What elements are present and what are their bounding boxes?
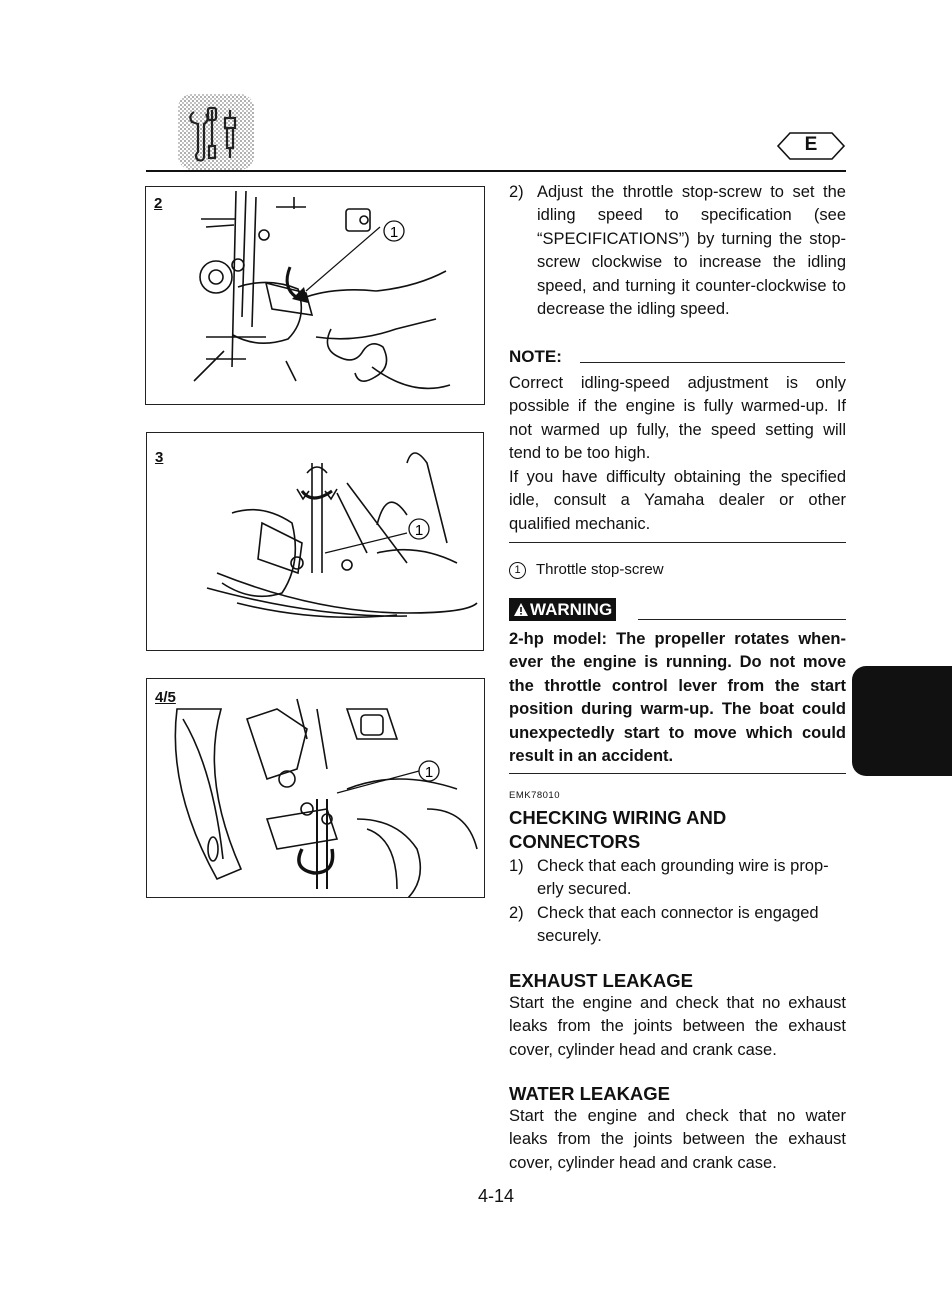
page-number: 4-14 <box>478 1186 515 1206</box>
warning-label: WARNING <box>530 600 613 619</box>
note-end-rule <box>509 542 846 543</box>
warning-triangle-icon <box>513 600 529 623</box>
figure-4-5 <box>146 678 485 898</box>
step-number: 2) <box>509 904 524 922</box>
warning-end-rule <box>509 773 846 774</box>
warning-heading-rule <box>638 619 846 620</box>
step-number: 1) <box>509 857 524 875</box>
note-paragraph-2: If you have difficulty obtaining the specified idle, consult a Yamaha dealer or other qualified mechanic. <box>509 468 846 533</box>
step-text: Check that each connector is engaged securely. <box>537 904 819 946</box>
water-text: Start the engine and check that no water leaks from the joints between the exhaust cover, cylinder head and crank case. <box>509 1107 846 1172</box>
wiring-step-1 <box>509 855 846 903</box>
note-paragraph-1: Correct idling-speed adjustment is only possible if the engine is fully warmed-up. If not warmed up fully, the speed setting will tend to be too high. <box>509 374 846 463</box>
section-tab <box>852 666 952 776</box>
legend-number-circle <box>509 562 526 579</box>
figure-3-illustration <box>147 433 484 651</box>
figure-3 <box>146 432 484 651</box>
tools-icon <box>172 92 260 172</box>
step-adjust-throttle <box>509 181 846 321</box>
wiring-step-2 <box>509 902 846 950</box>
header-rule <box>146 170 846 172</box>
warning-text: 2-hp model: The propeller rotates when-ever the engine is running. Do not move the throttle control lever from the start position during warm-up. The boat could unexpectedly start to move which could result in an accident. <box>509 630 846 766</box>
exhaust-text: Start the engine and check that no exhaust leaks from the joints between the exhaust cover, cylinder head and crank case. <box>509 994 846 1059</box>
warning-badge <box>509 598 616 621</box>
wiring-heading: CHECKING WIRING AND CONNECTORS <box>509 807 727 852</box>
legend-text: Throttle stop-screw <box>536 561 664 578</box>
water-heading: WATER LEAKAGE <box>509 1083 671 1104</box>
figure-label: 3 <box>155 449 164 466</box>
callout-number: 1 <box>389 224 399 241</box>
exhaust-heading: EXHAUST LEAKAGE <box>509 970 693 991</box>
figure-2-illustration <box>146 187 485 405</box>
figure-label: 4/5 <box>155 689 176 706</box>
note-heading: NOTE: <box>509 347 562 366</box>
figure-2 <box>145 186 485 405</box>
note-heading-rule <box>580 362 845 363</box>
step-number: 2) <box>509 183 524 201</box>
language-badge <box>776 131 846 161</box>
callout-number: 1 <box>414 522 424 539</box>
section-code: EMK78010 <box>509 790 561 801</box>
figure-4-5-illustration <box>147 679 485 898</box>
legend-number: 1 <box>514 563 521 576</box>
figure-label: 2 <box>154 195 163 212</box>
legend-item <box>509 560 664 580</box>
note-block <box>509 345 846 369</box>
step-text: Adjust the throttle stop-screw to set the idling speed to specification (see “SPECIFICATIONS”) by turning the stop-screw clockwise to increase the idling speed, and turning it counter-clockwise to decrease the idling speed. <box>537 183 846 319</box>
language-badge-letter: E <box>804 134 818 155</box>
step-text: Check that each grounding wire is prop-erly secured. <box>537 857 829 899</box>
callout-number: 1 <box>424 764 434 781</box>
